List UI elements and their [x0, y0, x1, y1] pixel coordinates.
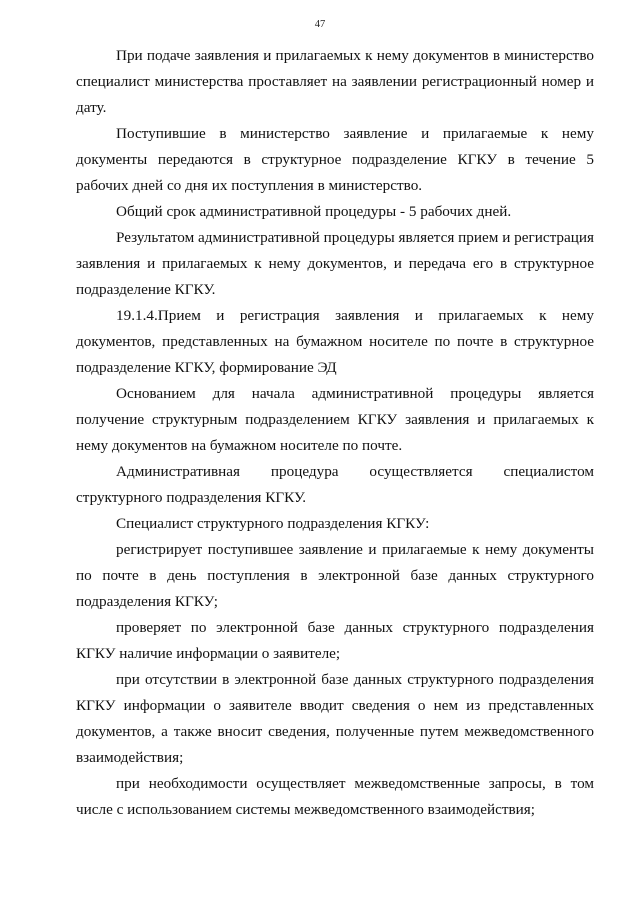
paragraph-registration-number: При подаче заявления и прилагаемых к нему документов в министерство специалист министерства проставляет на заявлении регистрационный номер и дату. [76, 47, 594, 116]
document-body [76, 43, 594, 823]
list-item-enters-data: при отсутствии в электронной базе данных структурного подразделения КГКУ информации о заявителе вводит сведения о нем из представленных документов, а также вносит сведения, полученные путем межведомственного взаимодействия; [76, 671, 594, 766]
list-item-checks: проверяет по электронной базе данных структурного подразделения КГКУ наличие информации о заявителе; [76, 619, 594, 662]
paragraph-procedure-term: Общий срок административной процедуры - 5 рабочих дней. [116, 203, 512, 220]
section-heading-19-1-4: 19.1.4.Прием и регистрация заявления и прилагаемых к нему документов, представленных на бумажном носителе по почте в структурное подразделение КГКУ, формирование ЭД [76, 307, 594, 376]
paragraph-specialist-intro: Специалист структурного подразделения КГКУ: [116, 515, 430, 532]
paragraph-procedure-basis: Основанием для начала административной процедуры является получение структурным подразделением КГКУ заявления и прилагаемых к нему документов на бумажном носителе по почте. [76, 385, 594, 454]
paragraph-procedure-result: Результатом административной процедуры является прием и регистрация заявления и прилагаемых к нему документов, и передача его в структурное подразделение КГКУ. [76, 229, 594, 298]
paragraph-procedure-executor: Административная процедура осуществляется специалистом структурного подразделения КГКУ. [76, 463, 594, 506]
paragraph-transfer-to-kgku: Поступившие в министерство заявление и прилагаемые к нему документы передаются в структурное подразделение КГКУ в течение 5 рабочих дней со дня их поступления в министерство. [76, 125, 594, 194]
page-number: 47 [314, 19, 326, 30]
list-item-requests: при необходимости осуществляет межведомственные запросы, в том числе с использованием системы межведомственного взаимодействия; [76, 775, 594, 818]
list-item-registers: регистрирует поступившее заявление и прилагаемые к нему документы по почте в день поступления в электронной базе данных структурного подразделения КГКУ; [76, 541, 594, 610]
